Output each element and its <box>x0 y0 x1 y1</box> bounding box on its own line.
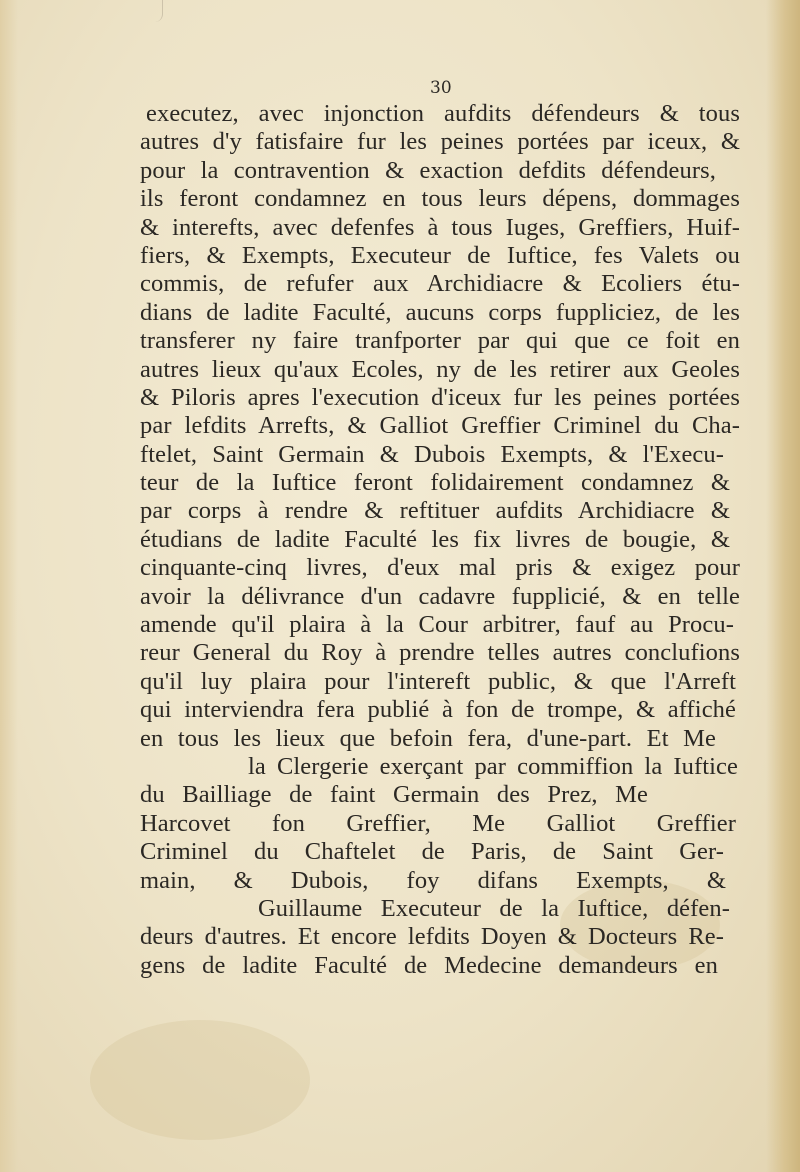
text-line: en tous les lieux que befoin fera, d'une-part. Et Me <box>140 724 716 752</box>
text-line: executez, avec injonction aufdits défendeurs & tous <box>146 100 740 127</box>
text-line: ftelet, Saint Germain & Dubois Exempts, & l'Execu- <box>140 440 724 468</box>
text-line: reur General du Roy à prendre telles autres conclufions <box>140 639 740 667</box>
text-line: étudians de ladite Faculté les fix livres de bougie, & <box>140 525 730 553</box>
text-line: fiers, & Exempts, Executeur de Iuftice, fes Valets ou <box>140 241 740 269</box>
body-text <box>140 100 740 980</box>
text-line: avoir la délivrance d'un cadavre fupplicié, & en telle <box>140 582 740 610</box>
text-line: par lefdits Arrefts, & Galliot Greffier Criminel du Cha- <box>140 412 740 440</box>
text-line: autres lieux qu'aux Ecoles, ny de les retirer aux Geoles <box>140 355 740 383</box>
text-line: commis, de refufer aux Archidiacre & Ecoliers étu- <box>140 270 740 298</box>
text-line: par corps à rendre & reftituer aufdits Archidiacre & <box>140 497 730 525</box>
text-line: du Bailliage de faint Germain des Prez, Me <box>140 781 648 809</box>
text-line: Criminel du Chaftelet de Paris, de Saint Ger- <box>140 838 724 866</box>
text-line: main, & Dubois, foy difans Exempts, & <box>140 866 726 894</box>
text-line: qu'il luy plaira pour l'intereft public, & que l'Arreft <box>140 667 736 695</box>
margin-pen-mark <box>148 0 163 22</box>
text-line: gens de ladite Faculté de Medecine demandeurs en <box>140 951 718 979</box>
text-line: dians de ladite Faculté, aucuns corps fuppliciez, de les <box>140 298 740 326</box>
text-line: la Clergerie exerçant par commiffion la Iuftice <box>248 752 738 780</box>
text-line: teur de la Iuftice feront folidairement condamnez & <box>140 469 730 497</box>
text-line: ils feront condamnez en tous leurs dépens, dommages <box>140 185 740 213</box>
text-line: amende qu'il plaira à la Cour arbitrer, fauf au Procu- <box>140 611 734 639</box>
page-number: 30 <box>430 78 452 98</box>
text-line: Guillaume Executeur de la Iuftice, défen- <box>258 894 730 922</box>
text-line: cinquante-cinq livres, d'eux mal pris & exigez pour <box>140 554 740 582</box>
text-line: transferer ny faire tranfporter par qui que ce foit en <box>140 327 740 355</box>
text-line: qui interviendra fera publié à fon de trompe, & affiché <box>140 696 736 724</box>
text-line: deurs d'autres. Et encore lefdits Doyen & Docteurs Re- <box>140 923 724 951</box>
text-line: & interefts, avec defenfes à tous Iuges, Greffiers, Huif- <box>140 213 740 241</box>
text-line: autres d'y fatisfaire fur les peines portées par iceux, & <box>140 128 740 156</box>
page-edge-shadow-right <box>766 0 800 1172</box>
text-line: pour la contravention & exaction defdits défendeurs, <box>140 156 716 184</box>
page-edge-shadow-left <box>0 0 18 1172</box>
text-line: Harcovet fon Greffier, Me Galliot Greffier <box>140 809 736 837</box>
paper-stain <box>90 1020 310 1140</box>
text-line: & Piloris apres l'execution d'iceux fur les peines portées <box>140 383 740 411</box>
